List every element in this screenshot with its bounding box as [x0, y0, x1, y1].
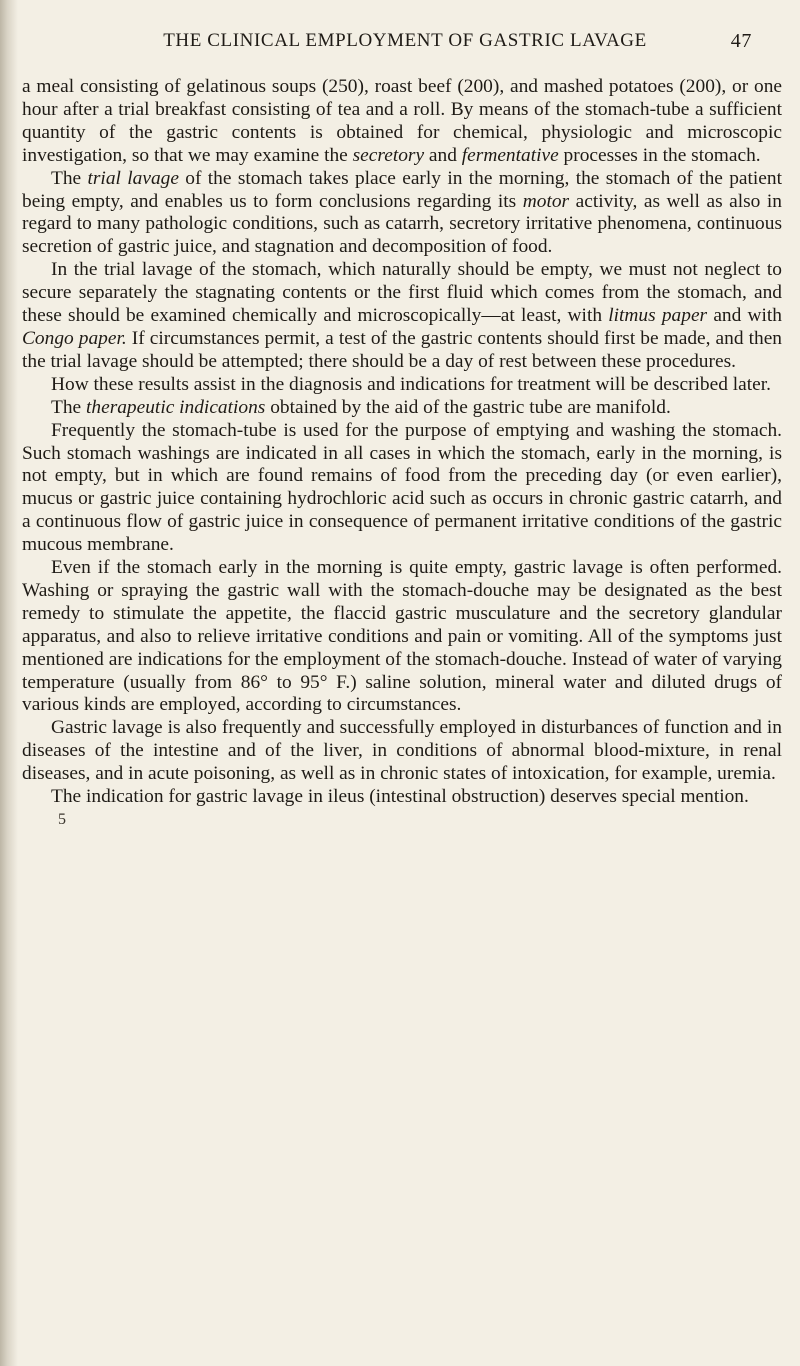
paragraph-3	[22, 259, 782, 374]
paragraph-5-pre: The	[51, 396, 86, 418]
italic-fermentative: fermentative	[461, 144, 559, 166]
paragraph-1-mid: and	[424, 144, 462, 166]
paragraph-3-end: If circumstances permit, a test of the gastric contents should first be made, and then the trial lavage should be attempted; there should be a day of rest between these procedures.	[22, 327, 783, 372]
paragraph-1	[22, 76, 782, 168]
paragraph-2-pre: The	[51, 167, 88, 189]
binding-gutter-shadow	[0, 0, 18, 1366]
paragraph-3-pre: In the trial lavage of the stomach, which naturally should be empty, we must not neglect to secure separately the stagnating contents or the first fluid which comes from the stomach, and these should be examined chemically and microscopically—at least, with	[22, 259, 782, 327]
book-page	[22, 30, 782, 829]
paragraph-3-mid: and with	[707, 305, 782, 327]
paragraph-2-end: activity, as well as also in regard to many pathologic conditions, such as catarrh, secretory irritative phenomena, continuous secretion of gastric juice, and stagnation and decomposition of food.	[22, 190, 782, 258]
italic-motor: motor	[522, 190, 570, 212]
italic-congo-paper: Congo paper.	[22, 327, 127, 349]
paragraph-2-mid: of the stomach takes place early in the morning, the stomach of the patient being empty, and enables us to form conclusions regarding its	[22, 167, 782, 212]
paragraph-6: Frequently the stomach-tube is used for the purpose of emptying and washing the stomach. Such stomach washings are indicated in all cases in which the stomach, early in the morning, is not empty, but in which are found remains of food from the preceding day (or even earlier), mucus or gastric juice containing hydrochloric acid such as occurs in chronic gastric catarrh, and a continuous flow of gastric juice in consequence of permanent irritative conditions of the gastric mucous membrane.	[22, 419, 782, 556]
paragraph-5-end: obtained by the aid of the gastric tube are manifold.	[265, 396, 671, 418]
running-head	[22, 30, 782, 60]
italic-litmus-paper: litmus paper	[608, 305, 708, 327]
italic-therapeutic-indications: therapeutic indications	[86, 396, 266, 418]
paragraph-4: How these results assist in the diagnosis and indications for treatment will be described later.	[51, 373, 771, 395]
paragraph-1-end: processes in the stomach.	[558, 144, 761, 166]
page-number: 47	[730, 30, 752, 52]
running-title: THE CLINICAL EMPLOYMENT OF GASTRIC LAVAGE	[163, 30, 647, 51]
paragraph-2	[22, 168, 782, 260]
body-text	[22, 76, 782, 809]
signature-mark: 5	[58, 811, 66, 828]
italic-secretory: secretory	[352, 144, 425, 166]
paragraph-1-text: a meal consisting of gelatinous soups (250), roast beef (200), and mashed potatoes (200), or one hour after a trial breakfast consisting of tea and a roll. By means of the stomach-tube a sufficient quantity of the gastric contents is obtained for chemical, physiologic and microscopic investigation, so that we may examine the	[22, 76, 782, 166]
paragraph-5	[22, 397, 782, 420]
italic-trial-lavage: trial lavage	[87, 167, 179, 189]
paragraph-8: Gastric lavage is also frequently and successfully employed in disturbances of function and in diseases of the intestine and of the liver, in conditions of abnormal blood-mixture, in renal diseases, and in acute poisoning, as well as in chronic states of intoxication, for example, uremia.	[22, 717, 782, 785]
paragraph-9: The indication for gastric lavage in ileus (intestinal obstruction) deserves special mention.	[51, 786, 749, 808]
paragraph-7: Even if the stomach early in the morning is quite empty, gastric lavage is often performed. Washing or spraying the gastric wall with the stomach-douche may be designated as the best remedy to stimulate the appetite, the flaccid gastric musculature and the secretory glandular apparatus, and also to relieve irritative conditions and pain or vomiting. All of the symptoms just mentioned are indications for the employment of the stomach-douche. Instead of water of varying temperature (usually from 86° to 95° F.) saline solution, mineral water and diluted drugs of various kinds are employed, according to circumstances.	[22, 557, 782, 716]
